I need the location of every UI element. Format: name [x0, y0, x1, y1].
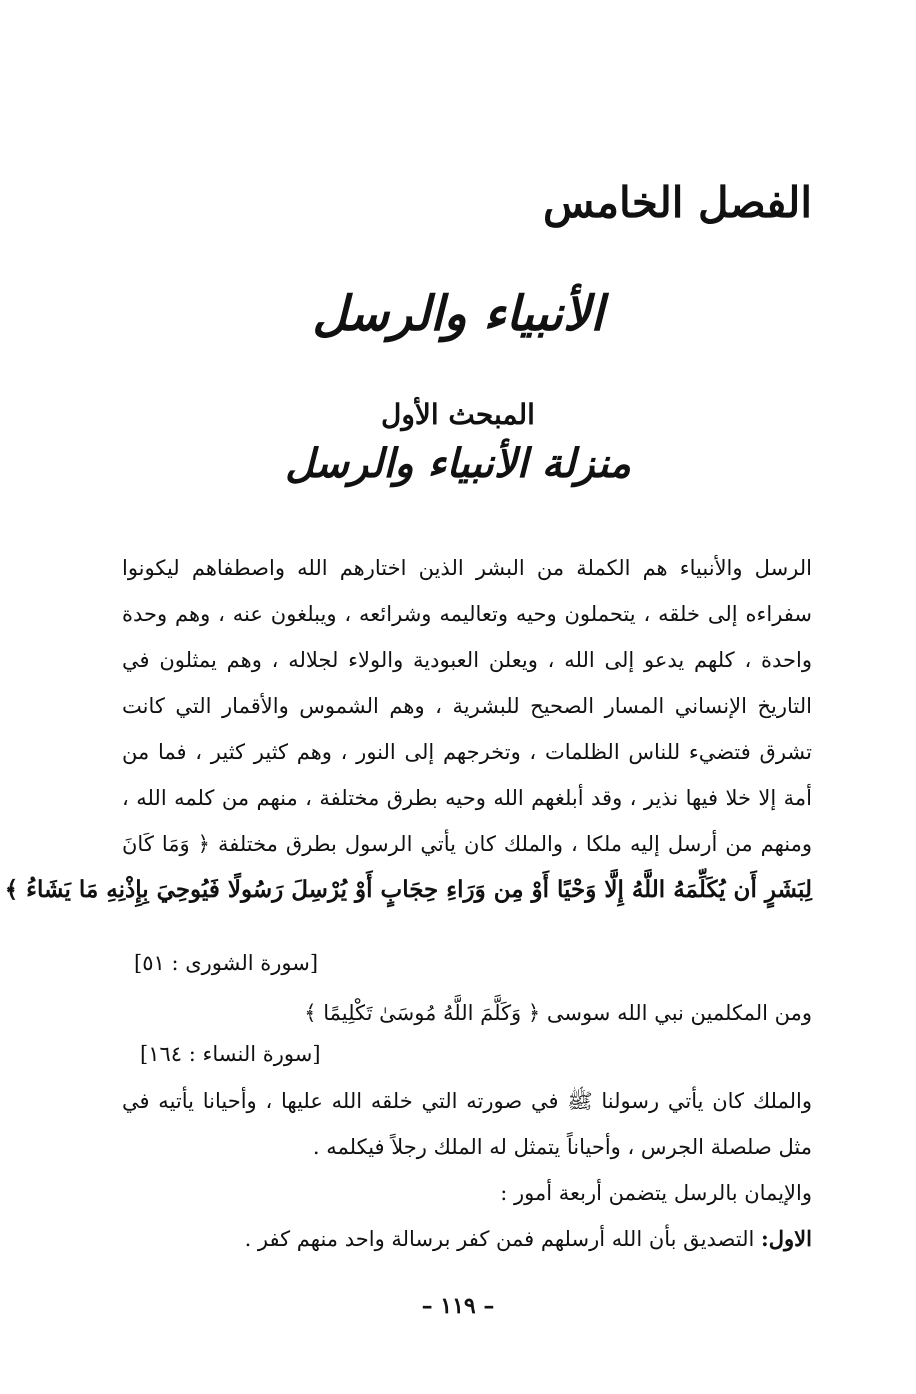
text-line: الرسل والأنبياء هم الكملة من البشر الذين اختارهم الله واصطفاهم ليكونوا	[122, 556, 812, 580]
paragraph-2	[122, 990, 812, 1036]
section-title: منزلة الأنبياء والرسل	[285, 440, 631, 487]
text-line: والإيمان بالرسل يتضمن أربعة أمور :	[500, 1181, 812, 1205]
item-text: التصديق بأن الله أرسلهم فمن كفر برسالة واحد منهم كفر .	[244, 1227, 755, 1251]
text-line: التاريخ الإنساني المسار الصحيح للبشرية ، وهم الشموس والأقمار التي كانت	[122, 694, 812, 718]
main-title: الأنبياء والرسل	[312, 286, 604, 342]
text-line: ومن المكلمين نبي الله سوسى ﴿ وَكَلَّمَ اللَّهُ مُوسَىٰ تَكْلِيمًا ﴾	[304, 1001, 812, 1025]
text-line: مثل صلصلة الجرس ، وأحياناً يتمثل له الملك رجلاً فيكلمه .	[312, 1135, 812, 1159]
paragraph-1	[4, 545, 812, 913]
text-line: تشرق فتضيء للناس الظلمات ، وتخرجهم إلى النور ، وهم كثير كثير ، فما من	[122, 740, 812, 764]
section-label: المبحث الأول	[381, 398, 535, 431]
text-line: أمة إلا خلا فيها نذير ، وقد أبلغهم الله وحيه بطرق مختلفة ، منهم من كلمه الله ،	[122, 786, 812, 810]
text-line: والملك كان يأتي رسولنا ﷺ في صورته التي خلقه الله عليها ، وأحيانا يأتيه في	[122, 1089, 812, 1113]
text-line: واحدة ، كلهم يدعو إلى الله ، ويعلن العبودية والولاء لجلاله ، وهم يمثلون في	[122, 648, 812, 672]
verse-reference: [سورة الشورى : ٥١]	[134, 951, 319, 975]
paragraph-3	[122, 1078, 812, 1262]
list-item	[122, 1216, 812, 1262]
verse-reference: [سورة النساء : ١٦٤]	[140, 1042, 321, 1066]
page-number: – ١١٩ –	[421, 1293, 495, 1319]
item-label: الاول:	[761, 1226, 812, 1251]
chapter-title: الفصل الخامس	[543, 178, 812, 227]
text-line: سفراءه إلى خلقه ، يتحملون وحيه وتعاليمه وشرائعه ، ويبلغون عنه ، وهم وحدة	[122, 602, 812, 626]
quran-verse-line: لِبَشَرٍ أَن يُكَلِّمَهُ اللَّهُ إِلَّا وَحْيًا أَوْ مِن وَرَاءِ حِجَابٍ أَوْ يُرْسِلَ رَسُولًا فَيُوحِيَ بِإِذْنِهِ مَا يَشَاءُ ﴾	[4, 876, 812, 903]
text-line: ومنهم من أرسل إليه ملكا ، والملك كان يأتي الرسول بطرق مختلفة ﴿ وَمَا كَانَ	[122, 832, 812, 856]
